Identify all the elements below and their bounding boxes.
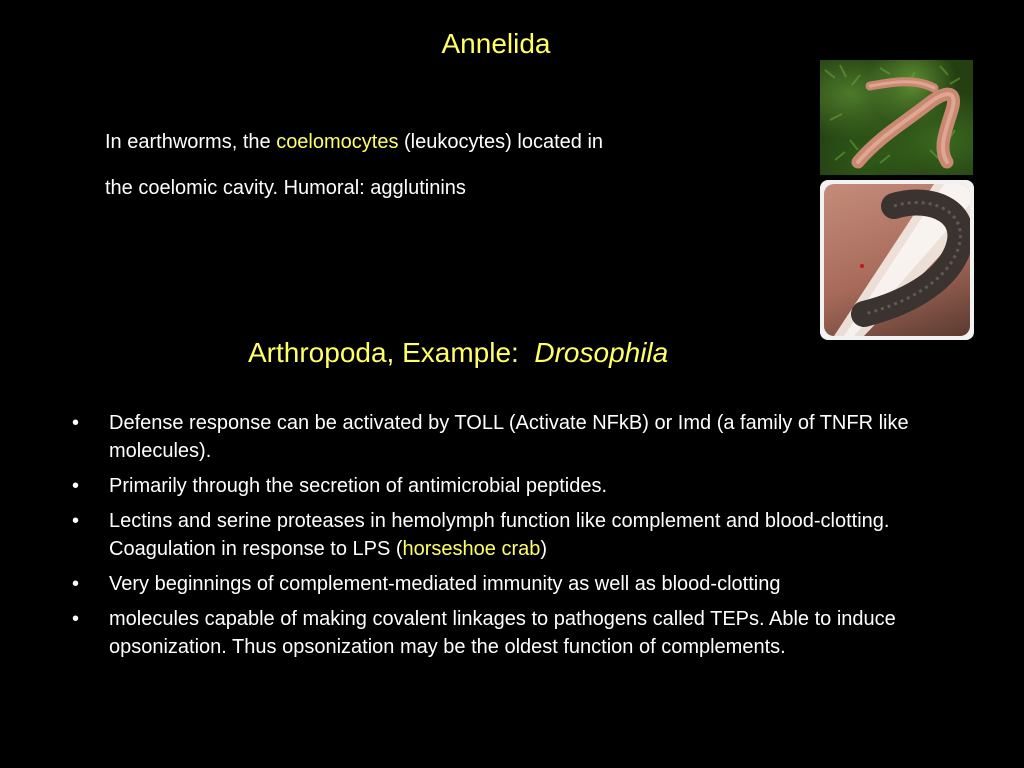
- bullet-item: [72, 507, 972, 563]
- bullet-item: [72, 409, 972, 465]
- arthropoda-bullet-list: [72, 409, 972, 668]
- annelida-text-line-2: the coelomic cavity. Humoral: agglutinins: [105, 177, 466, 199]
- leech-photo-inner: [824, 184, 970, 336]
- bullet-text: molecules capable of making covalent linkages to pathogens called TEPs. Able to induce opsonization. Thus opsonization may be the oldest function of complements.: [109, 608, 896, 658]
- bullet-symbol: •: [72, 510, 80, 532]
- annelida-text-line-1: [105, 131, 603, 154]
- arthropoda-title-prefix: Arthropoda, Example:: [248, 337, 535, 368]
- bullet-item: [72, 570, 972, 598]
- bullet-item: [72, 472, 972, 500]
- bullet-text: Defense response can be activated by TOLL (Activate NFkB) or Imd (a family of TNFR like molecules).: [109, 412, 909, 462]
- annelida-text-part: In earthworms, the: [105, 131, 277, 153]
- drosophila-title-italic: Drosophila: [534, 337, 669, 368]
- bullet-symbol: •: [72, 608, 80, 630]
- arthropoda-title: [248, 337, 668, 369]
- bullet-symbol: •: [72, 573, 80, 595]
- bullet-item: [72, 605, 972, 661]
- bullet-text: ): [540, 538, 548, 560]
- leech-photo: [820, 180, 974, 340]
- horseshoe-crab-highlight: horseshoe crab: [402, 538, 541, 560]
- bullet-text: Primarily through the secretion of antimicrobial peptides.: [109, 475, 608, 497]
- earthworm-photo: [820, 60, 973, 175]
- leech-illustration: [824, 184, 970, 336]
- earthworm-illustration: [820, 60, 973, 175]
- annelida-title: Annelida: [441, 28, 551, 59]
- bullet-text: Very beginnings of complement-mediated immunity as well as blood-clotting: [109, 573, 781, 595]
- annelida-text-part: (leukocytes) located in: [398, 131, 604, 153]
- bullet-text: Lectins and serine proteases in hemolymph function like complement and blood-clotting. Coagulation in response to LPS (: [109, 510, 890, 560]
- bullet-symbol: •: [72, 412, 80, 434]
- coelomocytes-highlight: coelomocytes: [276, 131, 399, 153]
- bullet-symbol: •: [72, 475, 80, 497]
